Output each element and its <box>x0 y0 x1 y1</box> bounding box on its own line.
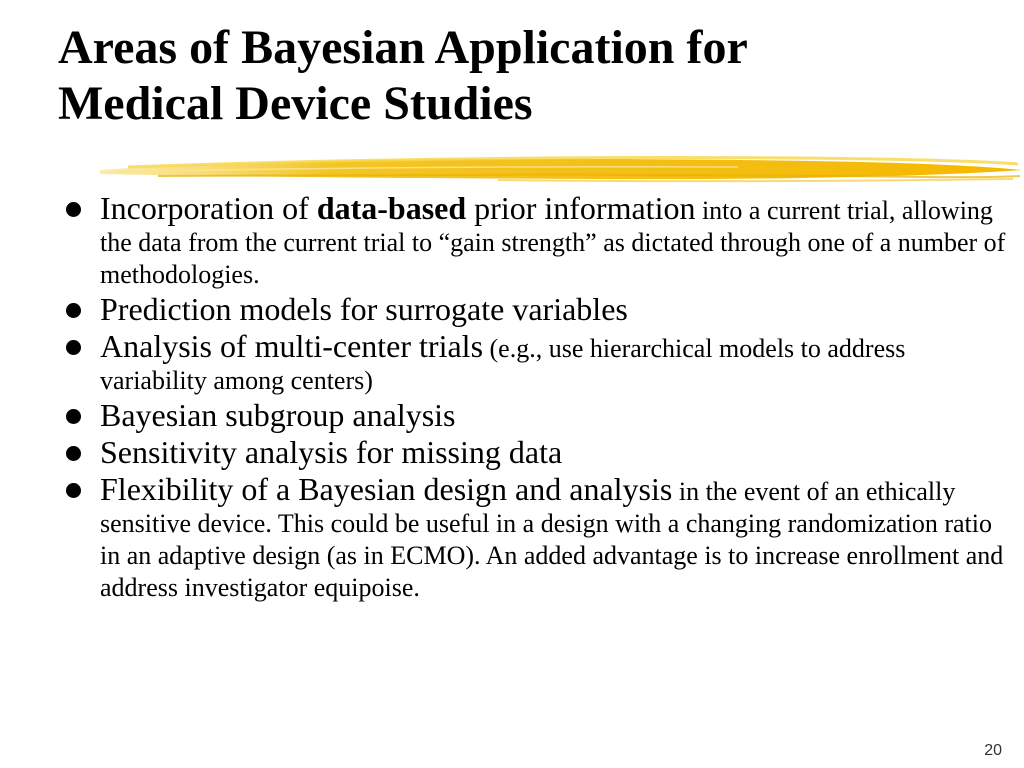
bullet-dot-icon <box>66 202 81 217</box>
slide-title-line-2: Medical Device Studies <box>58 77 533 130</box>
bullet-lead-text: Incorporation of <box>100 190 317 226</box>
bullet-lead: Analysis of multi-center trials <box>100 328 484 364</box>
bullet-lead-bold: data-based <box>316 190 467 226</box>
bullet-dot-icon <box>66 446 81 461</box>
bullet-lead: Sensitivity analysis for missing data <box>100 434 563 470</box>
bullet-lead: Flexibility of a Bayesian design and analysis <box>100 471 673 507</box>
bullet-lead <box>100 190 695 226</box>
bullet-item <box>66 293 1006 328</box>
bullet-dot-icon <box>66 303 81 318</box>
bullet-item <box>66 330 1006 397</box>
bullet-lead-text: prior information <box>466 190 696 226</box>
slide-title <box>58 20 998 132</box>
bullet-item <box>66 436 1006 471</box>
page-number: 20 <box>984 742 1002 759</box>
bullet-dot-icon <box>66 340 81 355</box>
bullet-lead: Bayesian subgroup analysis <box>100 397 456 433</box>
bullet-item <box>66 473 1006 604</box>
bullet-list <box>66 192 1006 606</box>
bullet-rest: into a current trial, allowing the data from the current trial to “gain strength” as dictated through one of a number of methodologies. <box>100 196 1006 289</box>
bullet-dot-icon <box>66 483 81 498</box>
bullet-rest: (e.g., use hierarchical models to address variability among centers) <box>100 334 906 395</box>
bullet-lead: Prediction models for surrogate variables <box>100 291 628 327</box>
slide-title-line-1: Areas of Bayesian Application for <box>58 21 748 74</box>
bullet-rest: in the event of an ethically sensitive device. This could be useful in a design with a changing randomization ratio in an adaptive design (as in ECMO). An added advantage is to increase enrollment and address investigator equipoise. <box>100 477 1004 602</box>
bullet-dot-icon <box>66 409 81 424</box>
bullet-item <box>66 192 1006 291</box>
bullet-item <box>66 399 1006 434</box>
highlighter-brush-stroke <box>98 150 1024 186</box>
